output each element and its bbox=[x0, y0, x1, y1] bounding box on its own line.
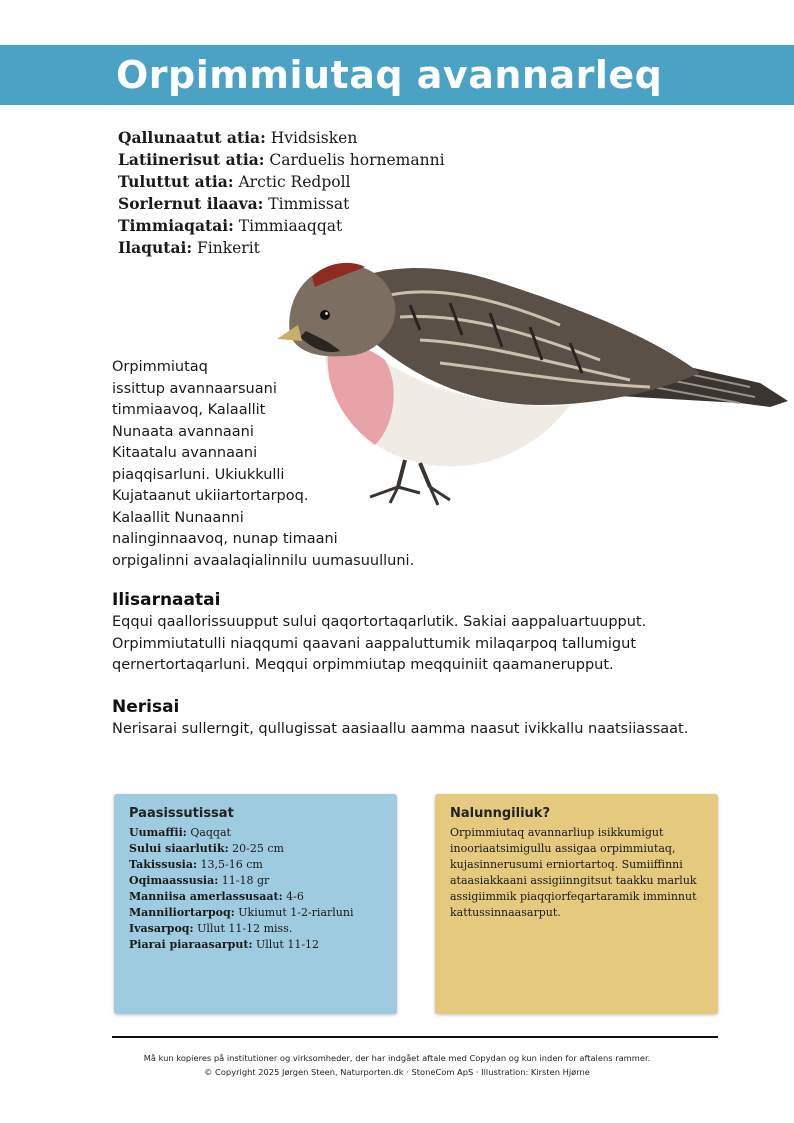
footer bbox=[0, 1051, 794, 1079]
item-label: Manniliortarpoq: bbox=[129, 906, 235, 919]
fact-row bbox=[118, 171, 445, 193]
intro-line: Nunaata avannaani bbox=[112, 423, 254, 440]
info-box-text bbox=[450, 825, 703, 921]
facts-box-item bbox=[129, 873, 382, 889]
section-ilisarnaatai bbox=[112, 590, 712, 677]
footer-divider bbox=[112, 1036, 718, 1038]
facts-box-item bbox=[129, 889, 382, 905]
fact-value: Arctic Redpoll bbox=[238, 173, 351, 191]
intro-line: issittup avannaarsuani bbox=[112, 380, 277, 397]
title-bar bbox=[0, 45, 794, 105]
intro-line: piaqqisarluni. Ukiukkulli bbox=[112, 466, 285, 483]
fact-label: Tuluttut atia: bbox=[118, 172, 234, 191]
facts-box-item bbox=[129, 905, 382, 921]
info-line: Orpimmiutaq avannarliup isikkumigut bbox=[450, 826, 664, 839]
fact-value: Timmiaaqqat bbox=[238, 217, 343, 235]
info-line: ataasiakkaani assigiinngitsut taakku marluk bbox=[450, 874, 697, 887]
item-value: 11-18 gr bbox=[221, 874, 270, 887]
facts-box-heading: Paasissutissat bbox=[129, 806, 234, 821]
item-label: Takissusia: bbox=[129, 858, 198, 871]
fact-label: Latiinerisut atia: bbox=[118, 150, 265, 169]
info-box-heading: Nalunngiliuk? bbox=[450, 806, 550, 821]
facts-box-item bbox=[129, 841, 382, 857]
intro-line: Kalaallit Nunaanni bbox=[112, 509, 244, 526]
item-value: 13,5-16 cm bbox=[200, 858, 263, 871]
section-heading: Ilisarnaatai bbox=[112, 590, 221, 610]
intro-line: Kujataanut ukiiartortarpoq. bbox=[112, 488, 309, 504]
fact-row bbox=[118, 215, 445, 237]
item-value: 20-25 cm bbox=[232, 842, 284, 855]
intro-line: timmiaavoq, Kalaallit bbox=[112, 402, 266, 418]
footer-copyright: © Copyright 2025 Jørgen Steen, Naturporten.dk · StoneCom ApS · Illustration: Kirsten Hjørne bbox=[204, 1067, 590, 1077]
fact-label: Timmiaqatai: bbox=[118, 216, 234, 235]
info-line: assigiimmik piaqqiorfeqartaramik imminnut bbox=[450, 890, 697, 903]
facts-box-item bbox=[129, 825, 382, 841]
fact-value: Finkerit bbox=[197, 239, 260, 257]
item-value: Ukiumut 1-2-riarluni bbox=[238, 906, 354, 919]
facts-box-item bbox=[129, 937, 382, 953]
intro-line: Kitaatalu avannaani bbox=[112, 445, 258, 461]
item-value: Qaqqat bbox=[190, 826, 231, 839]
intro-line: nalinginnaavoq, nunap timaani bbox=[112, 531, 338, 547]
facts-box bbox=[114, 794, 397, 1014]
fact-row bbox=[118, 127, 445, 149]
species-facts bbox=[118, 127, 445, 259]
fact-label: Sorlernut ilaava: bbox=[118, 194, 264, 213]
item-label: Piarai piaraasarput: bbox=[129, 938, 253, 951]
item-value: 4-6 bbox=[286, 890, 304, 903]
page-title: Orpimmiutaq avannarleq bbox=[116, 53, 663, 97]
intro-line: orpigalinni avaalaqialinnilu uumasuulluni. bbox=[112, 552, 415, 569]
intro-paragraph bbox=[112, 357, 452, 572]
info-line: kattussinnaasarput. bbox=[450, 906, 561, 919]
footer-license: Må kun kopieres på institutioner og virksomheder, der har indgået aftale med Copydan og kun inden for aftalens rammer. bbox=[143, 1053, 651, 1063]
fact-value: Hvidsisken bbox=[270, 129, 358, 147]
section-nerisai bbox=[112, 697, 712, 741]
section-text: Nerisarai sullerngit, qullugissat aasiaallu aamma naasut ivikkallu naatsiiassaat. bbox=[112, 721, 689, 737]
intro-line: Orpimmiutaq bbox=[112, 359, 208, 375]
fact-row bbox=[118, 193, 445, 215]
fact-value: Timmissat bbox=[268, 195, 350, 213]
item-label: Sului siaarlutik: bbox=[129, 842, 229, 855]
section-text: Eqqui qaallorissuupput sului qaqortortaqarlutik. Sakiai aappaluartuupput. Orpimmiutatulli niaqqumi qaavani aappaluttumik milaqarpoq tallumigut qernertortaqarluni. Meqqui orpimmiutap meqquiniit qaamanerupput. bbox=[112, 614, 647, 673]
fact-value: Carduelis hornemanni bbox=[269, 151, 445, 169]
item-value: Ullut 11-12 miss. bbox=[197, 922, 293, 935]
item-label: Ivasarpoq: bbox=[129, 922, 194, 935]
info-box bbox=[435, 794, 718, 1014]
fact-label: Ilaqutai: bbox=[118, 238, 193, 257]
item-label: Oqimaassusia: bbox=[129, 874, 219, 887]
section-heading: Nerisai bbox=[112, 697, 180, 717]
info-line: kujasinnerusumi erniortartoq. Sumiiffinni bbox=[450, 858, 683, 871]
info-line: inooriaatsimigullu assigaa orpimmiutaq, bbox=[450, 842, 676, 855]
item-value: Ullut 11-12 bbox=[256, 938, 320, 951]
item-label: Uumaffii: bbox=[129, 826, 187, 839]
item-label: Manniisa amerlassusaat: bbox=[129, 890, 283, 903]
facts-box-item bbox=[129, 857, 382, 873]
fact-label: Qallunaatut atia: bbox=[118, 128, 266, 147]
facts-box-item bbox=[129, 921, 382, 937]
fact-row bbox=[118, 149, 445, 171]
